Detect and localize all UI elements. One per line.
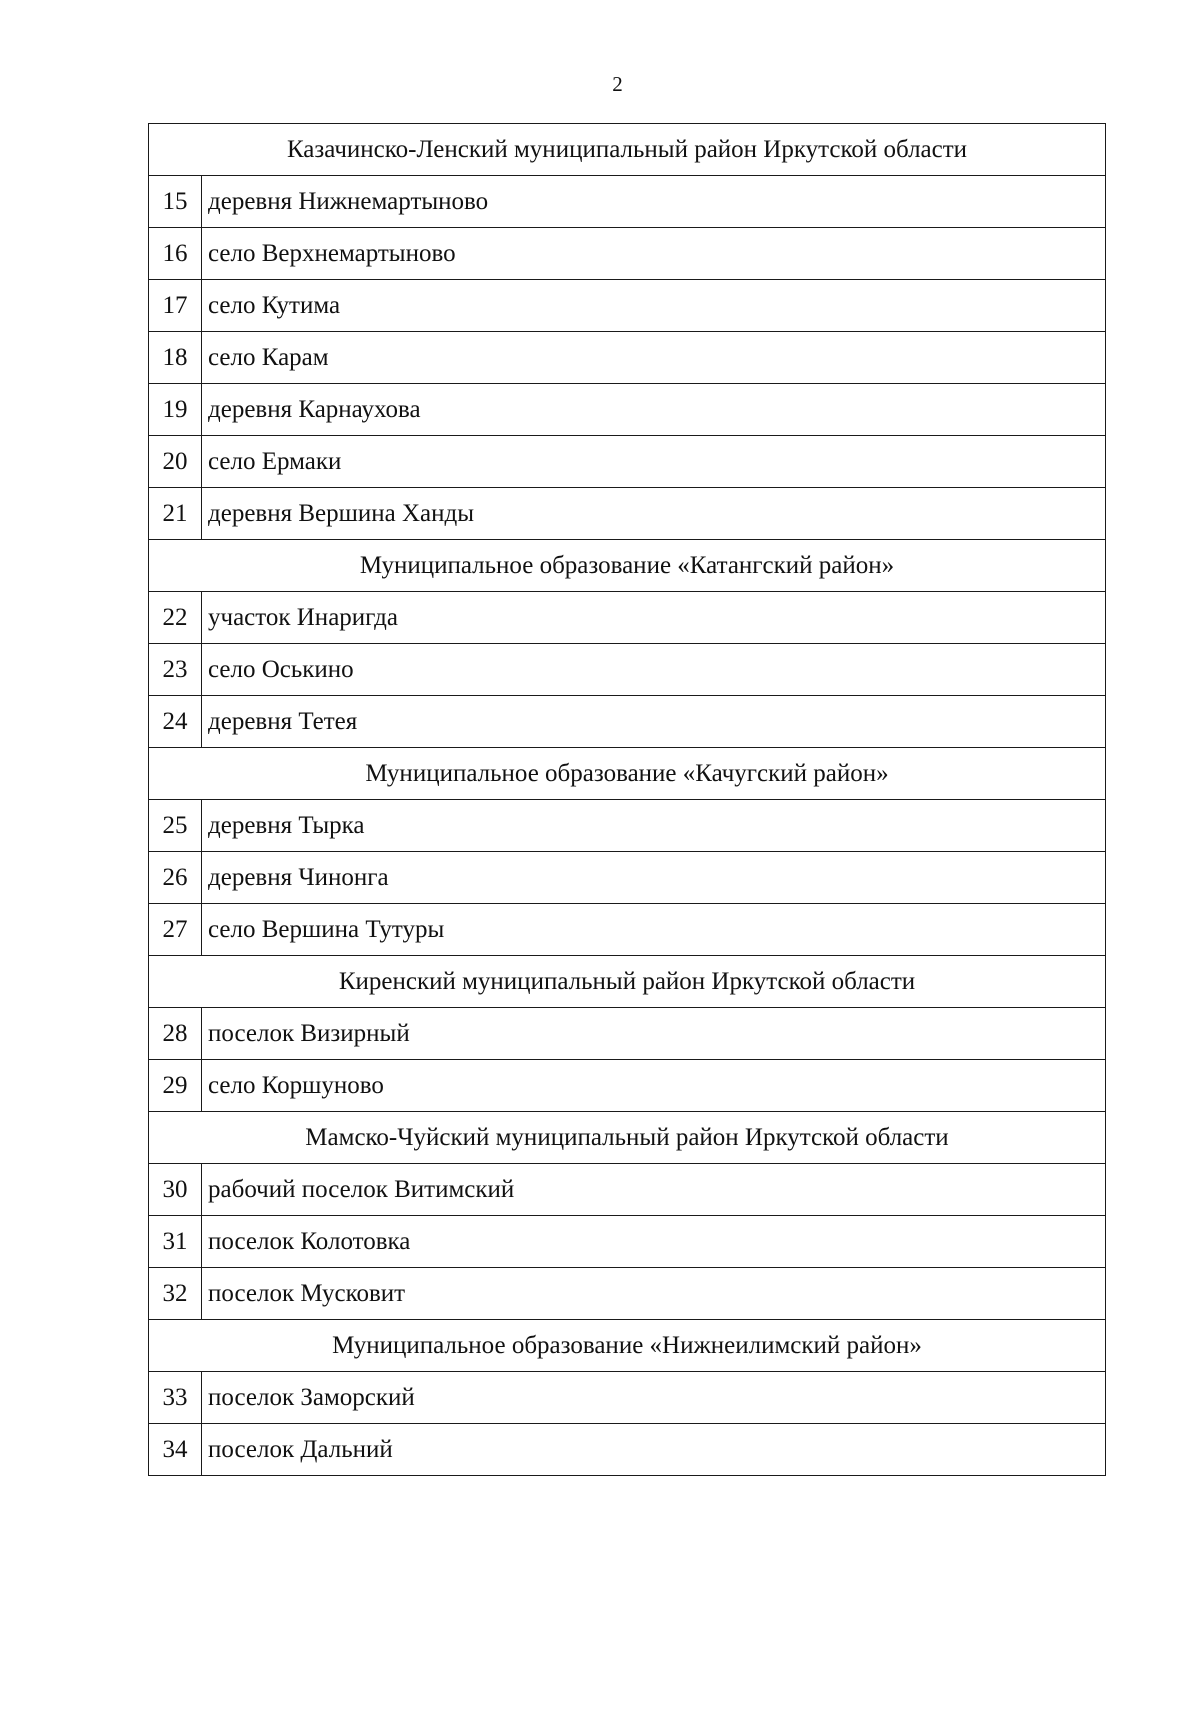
table-row: [149, 1424, 1106, 1476]
settlement-name: деревня Вершина Ханды: [202, 488, 1106, 540]
section-header-row: [149, 956, 1106, 1008]
row-number: 33: [149, 1372, 202, 1424]
row-number: 34: [149, 1424, 202, 1476]
row-number: 30: [149, 1164, 202, 1216]
section-title: Муниципальное образование «Качугский район»: [149, 748, 1106, 800]
table-row: [149, 176, 1106, 228]
settlement-name: село Вершина Тутуры: [202, 904, 1106, 956]
row-number: 20: [149, 436, 202, 488]
settlement-name: деревня Тырка: [202, 800, 1106, 852]
table-row: [149, 384, 1106, 436]
row-number: 17: [149, 280, 202, 332]
settlement-name: село Коршуново: [202, 1060, 1106, 1112]
table-row: [149, 592, 1106, 644]
section-title: Киренский муниципальный район Иркутской области: [149, 956, 1106, 1008]
settlement-name: село Кутима: [202, 280, 1106, 332]
table-row: [149, 332, 1106, 384]
table-row: [149, 1060, 1106, 1112]
section-header-row: [149, 748, 1106, 800]
table-body: [149, 124, 1106, 1476]
section-header-row: [149, 1320, 1106, 1372]
table-row: [149, 904, 1106, 956]
page-number: 2: [612, 72, 623, 96]
section-header-row: [149, 1112, 1106, 1164]
settlement-name: село Карам: [202, 332, 1106, 384]
row-number: 19: [149, 384, 202, 436]
row-number: 28: [149, 1008, 202, 1060]
row-number: 16: [149, 228, 202, 280]
table-row: [149, 280, 1106, 332]
table-row: [149, 800, 1106, 852]
table-row: [149, 1372, 1106, 1424]
table-row: [149, 1268, 1106, 1320]
settlements-table: [148, 123, 1106, 1476]
settlement-name: поселок Мусковит: [202, 1268, 1106, 1320]
settlement-name: поселок Визирный: [202, 1008, 1106, 1060]
settlement-name: село Оськино: [202, 644, 1106, 696]
settlement-name: деревня Нижнемартыново: [202, 176, 1106, 228]
section-header-row: [149, 540, 1106, 592]
table-row: [149, 644, 1106, 696]
row-number: 21: [149, 488, 202, 540]
table-row: [149, 228, 1106, 280]
row-number: 18: [149, 332, 202, 384]
section-header-row: [149, 124, 1106, 176]
settlement-name: деревня Тетея: [202, 696, 1106, 748]
settlement-name: село Верхнемартыново: [202, 228, 1106, 280]
row-number: 15: [149, 176, 202, 228]
row-number: 31: [149, 1216, 202, 1268]
table-row: [149, 1216, 1106, 1268]
settlement-name: поселок Заморский: [202, 1372, 1106, 1424]
row-number: 24: [149, 696, 202, 748]
section-title: Мамско-Чуйский муниципальный район Иркутской области: [149, 1112, 1106, 1164]
row-number: 25: [149, 800, 202, 852]
table-row: [149, 1164, 1106, 1216]
section-title: Муниципальное образование «Катангский район»: [149, 540, 1106, 592]
table-row: [149, 436, 1106, 488]
settlement-name: деревня Чинонга: [202, 852, 1106, 904]
table-row: [149, 852, 1106, 904]
settlement-name: деревня Карнаухова: [202, 384, 1106, 436]
row-number: 22: [149, 592, 202, 644]
row-number: 23: [149, 644, 202, 696]
table-row: [149, 488, 1106, 540]
settlement-name: поселок Дальний: [202, 1424, 1106, 1476]
row-number: 32: [149, 1268, 202, 1320]
row-number: 26: [149, 852, 202, 904]
section-title: Казачинско-Ленский муниципальный район Иркутской области: [149, 124, 1106, 176]
table-row: [149, 696, 1106, 748]
settlement-name: рабочий поселок Витимский: [202, 1164, 1106, 1216]
row-number: 27: [149, 904, 202, 956]
settlement-name: поселок Колотовка: [202, 1216, 1106, 1268]
settlement-name: участок Инаригда: [202, 592, 1106, 644]
settlement-name: село Ермаки: [202, 436, 1106, 488]
table-row: [149, 1008, 1106, 1060]
section-title: Муниципальное образование «Нижнеилимский район»: [149, 1320, 1106, 1372]
row-number: 29: [149, 1060, 202, 1112]
